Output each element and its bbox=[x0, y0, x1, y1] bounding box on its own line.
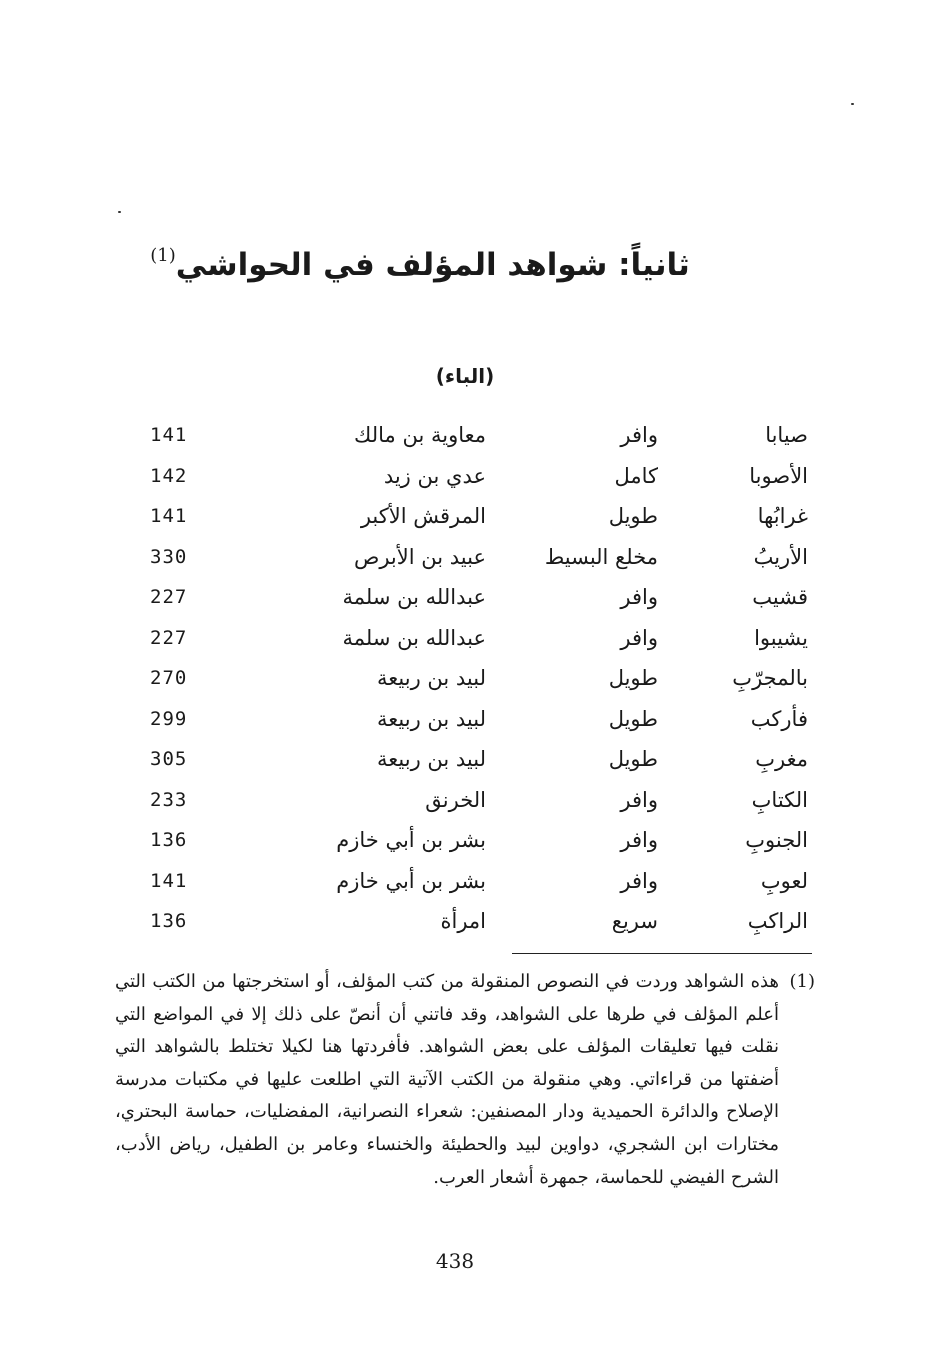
rhyme-word: الكتابِ bbox=[751, 787, 808, 812]
table-row bbox=[0, 457, 948, 498]
meter-name: وافر bbox=[620, 828, 658, 852]
meter-name: طويل bbox=[608, 666, 658, 690]
page-reference: 141 bbox=[150, 869, 188, 892]
poet-name: الخرنق bbox=[425, 787, 486, 812]
table-row bbox=[0, 821, 948, 862]
meter-name: وافر bbox=[620, 423, 658, 447]
scan-speck bbox=[118, 211, 121, 213]
rhyme-word: الجنوبِ bbox=[745, 828, 808, 852]
page-reference: 305 bbox=[150, 748, 188, 770]
poet-name: عبيد بن الأبرص bbox=[353, 544, 486, 569]
table-row bbox=[0, 578, 948, 619]
meter-name: وافر bbox=[620, 585, 658, 609]
page-title-text: ثانياً: شواهد المؤلف في الحواشي bbox=[175, 247, 690, 283]
title-note-reference: (1) bbox=[150, 245, 176, 266]
table-row bbox=[0, 497, 948, 538]
poet-name: عبدالله بن سلمة bbox=[342, 625, 486, 650]
poet-name: معاوية بن مالك bbox=[354, 423, 486, 447]
poet-name: لبيد بن ربيعة bbox=[377, 747, 486, 771]
page-reference: 136 bbox=[150, 829, 188, 851]
page-reference: 227 bbox=[150, 626, 188, 649]
meter-name: كامل bbox=[614, 463, 658, 488]
footnote-marker: (1) bbox=[789, 971, 815, 992]
rhyme-word: قشيب bbox=[752, 585, 808, 609]
poet-name: المرقش الأكبر bbox=[360, 504, 486, 528]
meter-name: وافر bbox=[620, 625, 658, 650]
verse-index-table bbox=[0, 416, 948, 943]
page-reference: 136 bbox=[150, 910, 188, 932]
rhyme-word: الأريبُ bbox=[753, 544, 808, 569]
rhyme-word: غرابُها bbox=[757, 504, 808, 528]
meter-name: وافر bbox=[620, 868, 658, 893]
page-title bbox=[150, 232, 690, 289]
table-row bbox=[0, 659, 948, 700]
meter-name: مخلع البسيط bbox=[544, 544, 658, 569]
rhyme-word: الأصوبا bbox=[749, 463, 808, 488]
rhyme-word: الراكبِ bbox=[747, 909, 808, 933]
table-row bbox=[0, 416, 948, 457]
meter-name: سريع bbox=[611, 909, 658, 933]
meter-name: طويل bbox=[608, 706, 658, 731]
poet-name: بشر بن أبي خازم bbox=[336, 828, 486, 852]
page-reference: 233 bbox=[150, 788, 188, 811]
poet-name: امرأة bbox=[440, 909, 486, 933]
page-number: 438 bbox=[435, 1249, 475, 1273]
poet-name: عدي بن زيد bbox=[383, 463, 486, 488]
scan-speck bbox=[851, 103, 854, 105]
table-row bbox=[0, 700, 948, 741]
page-reference: 330 bbox=[150, 545, 188, 568]
table-row bbox=[0, 862, 948, 903]
rhyme-word: يشيبوا bbox=[754, 625, 808, 650]
footnote-divider bbox=[512, 953, 812, 954]
rhyme-word: بالمجرّبِ bbox=[732, 666, 808, 690]
poet-name: لبيد بن ربيعة bbox=[377, 706, 486, 731]
page-reference: 270 bbox=[150, 667, 188, 689]
poet-name: بشر بن أبي خازم bbox=[336, 868, 486, 893]
rhyme-word: لعوبِ bbox=[760, 868, 808, 893]
page-reference: 141 bbox=[150, 505, 188, 527]
footnote bbox=[115, 966, 815, 1194]
meter-name: طويل bbox=[608, 504, 658, 528]
meter-name: طويل bbox=[608, 747, 658, 771]
rhyme-word: صيابا bbox=[765, 423, 808, 447]
page-reference: 141 bbox=[150, 424, 188, 446]
table-row bbox=[0, 740, 948, 781]
meter-name: وافر bbox=[620, 787, 658, 812]
poet-name: عبدالله بن سلمة bbox=[342, 585, 486, 609]
table-row bbox=[0, 619, 948, 660]
section-heading: (الباء) bbox=[435, 364, 495, 388]
table-row bbox=[0, 538, 948, 579]
poet-name: لبيد بن ربيعة bbox=[377, 666, 486, 690]
rhyme-word: مغربِ bbox=[755, 747, 808, 771]
rhyme-word: فأركب bbox=[750, 706, 808, 731]
page-reference: 142 bbox=[150, 464, 188, 487]
footnote-text: هذه الشواهد وردت في النصوص المنقولة من كتب المؤلف، أو استخرجتها من الكتب التي أعلم المؤلف في طرها على الشواهد، وقد فاتني أن أنصّ على ذلك إلا في المواضع التي نقلت فيها تعليقات المؤلف على بعض الشواهد. فأفردتها هنا لكيلا تختلط بالشواهد التي أضفتها من قراءاتي. وهي منقولة من الكتب الآتية التي اطلعت عليها في مكتبات مدرسة الإصلاح والدائرة الحميدية ودار المصنفين: شعراء النصرانية، المفضليات، حماسة البحتري، مختارات ابن الشجري، دواوين لبيد والحطيئة والخنساء وعامر بن الطفيل، رياض الأدب، الشرح الفيضي للحماسة، جمهرة أشعار العرب. bbox=[115, 971, 779, 1188]
page-reference: 299 bbox=[150, 707, 188, 730]
table-row bbox=[0, 902, 948, 943]
page-reference: 227 bbox=[150, 586, 188, 608]
table-row bbox=[0, 781, 948, 822]
